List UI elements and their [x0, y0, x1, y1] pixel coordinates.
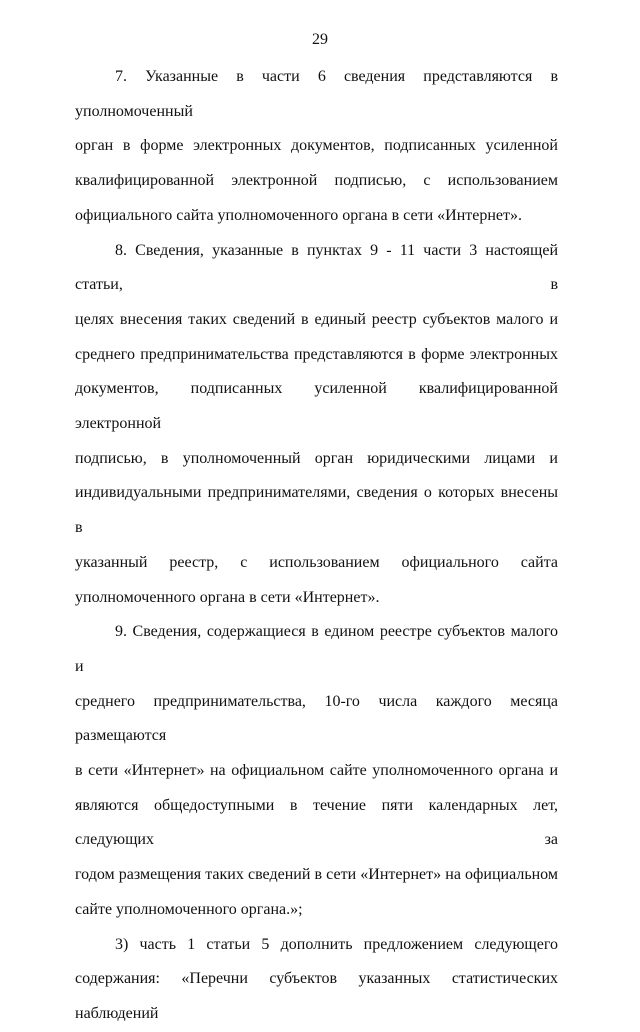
text-line: документов, подписанных усиленной квалифицированной электронной	[75, 380, 558, 433]
text-line: орган в форме электронных документов, подписанных усиленной	[75, 137, 558, 155]
text-line: указанный реестр, с использованием официального сайта	[75, 553, 558, 571]
document-body	[75, 60, 558, 1032]
text-line: среднего предпринимательства представляются в форме электронных	[75, 345, 558, 363]
paragraph-7	[75, 60, 558, 234]
page-number: 29	[312, 31, 328, 48]
text-line: 9. Сведения, содержащиеся в едином реестре субъектов малого и	[75, 623, 558, 675]
text-line: среднего предпринимательства, 10-го числа каждого месяца размещаются	[75, 692, 558, 745]
paragraph-item-3	[75, 928, 558, 1032]
paragraph-8	[75, 234, 558, 616]
text-line: официального сайта уполномоченного органа в сети «Интернет».	[75, 206, 522, 224]
text-line: сайте уполномоченного органа.»;	[75, 900, 303, 918]
text-line: в сети «Интернет» на официальном сайте уполномоченного органа и	[75, 762, 558, 780]
text-line: 8. Сведения, указанные в пунктах 9 - 11 части 3 настоящей статьи, в	[75, 241, 558, 294]
paragraph-9	[75, 615, 558, 927]
text-line: годом размещения таких сведений в сети «Интернет» на официальном	[75, 866, 558, 884]
text-line: целях внесения таких сведений в единый реестр субъектов малого и	[75, 310, 558, 328]
text-line: содержания: «Перечни субъектов указанных статистических наблюдений	[75, 970, 558, 1022]
text-line: подписью, в уполномоченный орган юридическими лицами и	[75, 449, 558, 467]
text-line: являются общедоступными в течение пяти календарных лет, следующих за	[75, 796, 558, 849]
text-line: уполномоченного органа в сети «Интернет».	[75, 588, 380, 606]
text-line: 3) часть 1 статьи 5 дополнить предложением следующего	[115, 935, 558, 953]
text-line: квалифицированной электронной подписью, с использованием	[75, 172, 558, 190]
text-line: 7. Указанные в части 6 сведения представляются в уполномоченный	[75, 68, 558, 120]
text-line: индивидуальными предпринимателями, сведения о которых внесены в	[75, 484, 558, 537]
